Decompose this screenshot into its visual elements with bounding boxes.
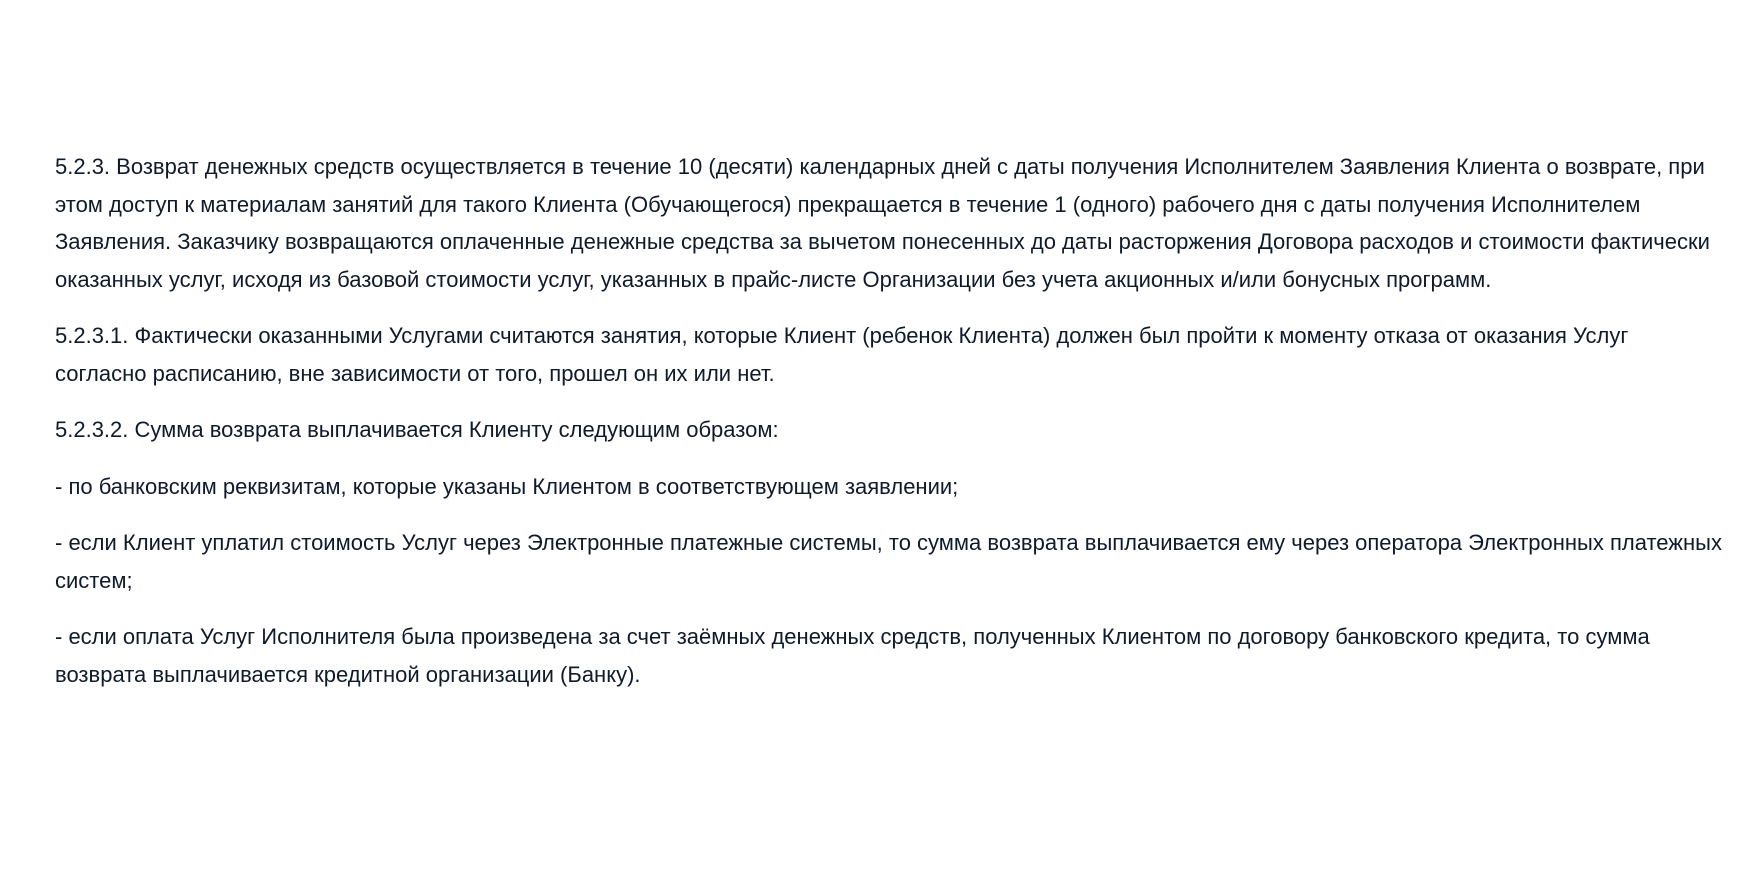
list-item-bank-details: - по банковским реквизитам, которые указаны Клиентом в соответствующем заявлении; <box>55 473 959 499</box>
paragraph-5-2-3-2: 5.2.3.2. Сумма возврата выплачивается Клиенту следующим образом: <box>55 417 779 442</box>
paragraph-5-2-3: 5.2.3. Возврат денежных средств осуществляется в течение 10 (десяти) календарных дней с даты получения Исполнителем Заявления Клиента о возврате, при этом доступ к материалам занятий для такого Клиента (Обучающегося) прекращается в течение 1 (одного) рабочего дня с даты получения Исполнителем Заявления. Заказчику возвращаются оплаченные денежные средства за вычетом понесенных до даты расторжения Договора расходов и стоимости фактически оказанных услуг, исходя из базовой стоимости услуг, указанных в прайс-листе Организации без учета акционных и/или бонусных программ. <box>55 154 1710 292</box>
list-item-electronic-payment: - если Клиент уплатил стоимость Услуг через Электронные платежные системы, то сумма возврата выплачивается ему через оператора Электронных платежных систем; <box>55 530 1722 593</box>
list-item-bank-credit: - если оплата Услуг Исполнителя была произведена за счет заёмных денежных средств, полученных Клиентом по договору банковского кредита, то сумма возврата выплачивается кредитной организации (Банку). <box>55 624 1650 687</box>
document-body <box>55 148 1725 712</box>
paragraph-5-2-3-1: 5.2.3.1. Фактически оказанными Услугами считаются занятия, которые Клиент (ребенок Клиента) должен был пройти к моменту отказа от оказания Услуг согласно расписанию, вне зависимости от того, прошел он их или нет. <box>55 323 1629 386</box>
